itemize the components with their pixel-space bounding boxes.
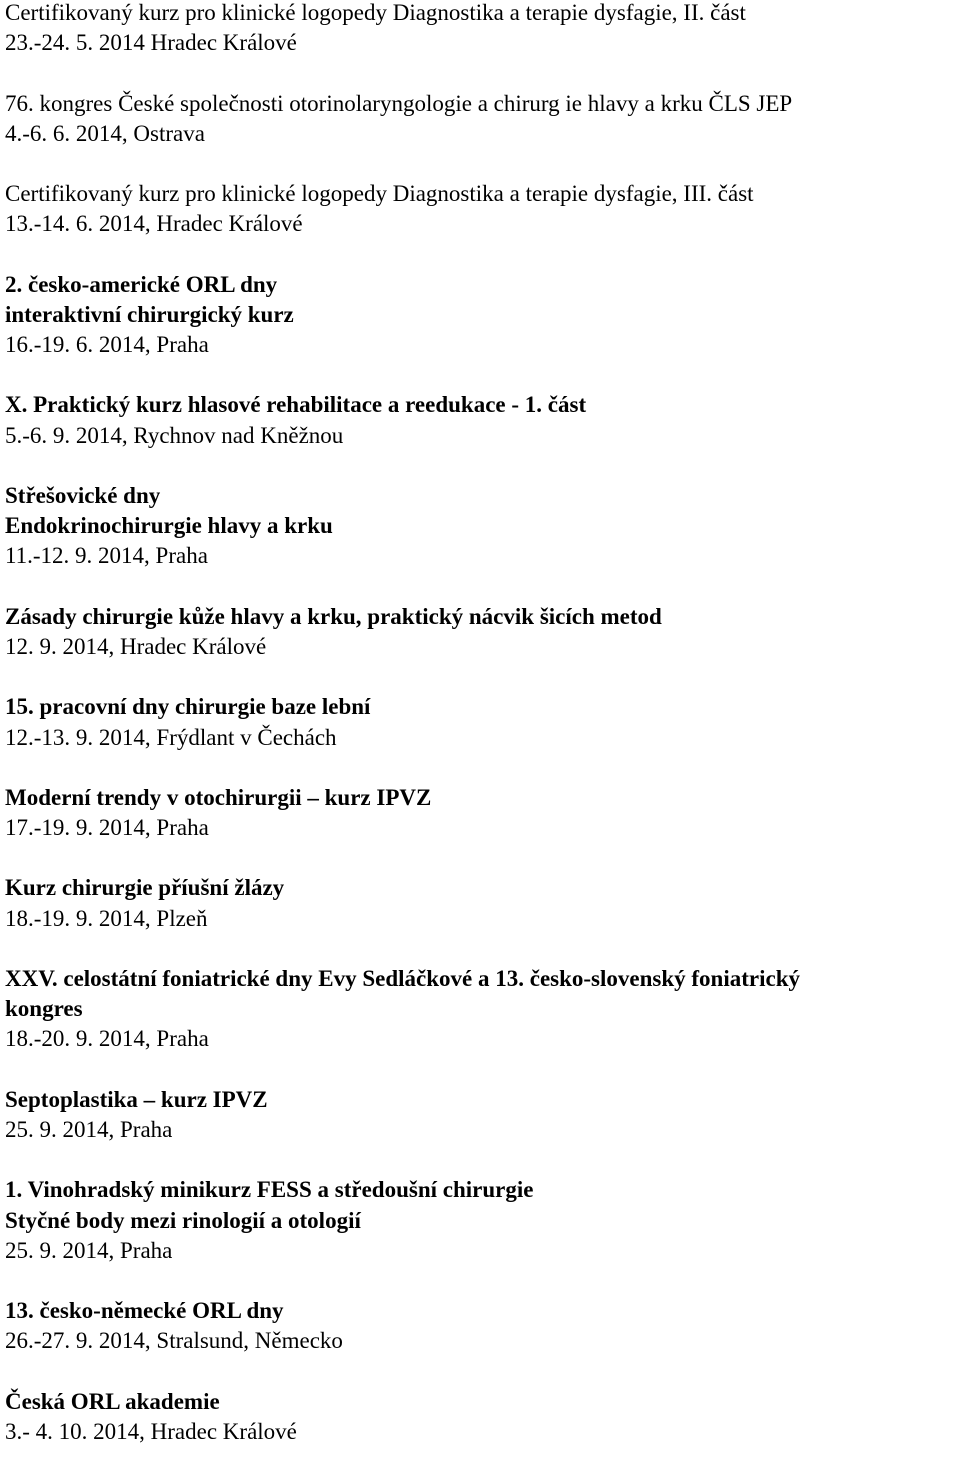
event-date-place: 13.-14. 6. 2014, Hradec Králové (5, 211, 303, 237)
event-entry (5, 602, 960, 662)
event-title-continued: kongres (5, 996, 83, 1022)
event-date-place: 17.-19. 9. 2014, Praha (5, 815, 209, 841)
event-entry (5, 270, 960, 361)
event-date-place: 16.-19. 6. 2014, Praha (5, 332, 209, 358)
event-list (5, 0, 960, 1477)
event-entry (5, 390, 960, 450)
event-title: Česká ORL akademie (5, 1388, 220, 1414)
event-title: 15. pracovní dny chirurgie baze lební (5, 694, 371, 720)
event-title: 2. česko-americké ORL dny (5, 271, 278, 297)
event-entry (5, 1296, 960, 1356)
event-entry (5, 964, 960, 1055)
event-date-place: 18.-19. 9. 2014, Plzeň (5, 905, 208, 931)
event-date-place: 4.-6. 6. 2014, Ostrava (5, 120, 205, 146)
event-entry (5, 1085, 960, 1145)
event-title: 76. kongres České společnosti otorinolaryngologie a chirurg ie hlavy a krku ČLS JEP (5, 90, 793, 116)
event-entry (5, 0, 960, 58)
event-entry (5, 692, 960, 752)
event-date-place: 5.-6. 9. 2014, Rychnov nad Kněžnou (5, 422, 344, 448)
event-title: Střešovické dny (5, 483, 161, 508)
event-date-place: 3.- 4. 10. 2014, Hradec Králové (5, 1418, 297, 1444)
event-date-place: 18.-20. 9. 2014, Praha (5, 1026, 209, 1052)
event-entry (5, 179, 960, 239)
event-title: Certifikovaný kurz pro klinické logopedy Diagnostika a terapie dysfagie, II. část (5, 0, 746, 25)
event-entry (5, 1387, 960, 1447)
event-title: 1. Vinohradský minikurz FESS a středoušní chirurgie (5, 1177, 534, 1203)
event-title: Certifikovaný kurz pro klinické logopedy Diagnostika a terapie dysfagie, III. část (5, 181, 754, 207)
event-title: Septoplastika – kurz IPVZ (5, 1086, 268, 1112)
event-date-place: 23.-24. 5. 2014 Hradec Králové (5, 30, 297, 56)
event-title: X. Praktický kurz hlasové rehabilitace a reedukace - 1. část (5, 392, 587, 418)
event-entry (5, 873, 960, 933)
event-title: Moderní trendy v otochirurgii – kurz IPVZ (5, 784, 432, 810)
event-date-place: 26.-27. 9. 2014, Stralsund, Německo (5, 1328, 343, 1354)
event-subtitle: Endokrinochirurgie hlavy a krku (5, 513, 333, 539)
event-date-place: 25. 9. 2014, Praha (5, 1237, 173, 1263)
event-title: Kurz chirurgie příušní žlázy (5, 875, 285, 901)
event-entry (5, 89, 960, 149)
event-date-place: 25. 9. 2014, Praha (5, 1116, 173, 1142)
event-title: 13. česko-německé ORL dny (5, 1298, 284, 1324)
event-entry (5, 1175, 960, 1266)
event-title: Zásady chirurgie kůže hlavy a krku, praktický nácvik šicích metod (5, 603, 662, 629)
event-subtitle: Styčné body mezi rinologií a otologií (5, 1207, 361, 1233)
event-subtitle: interaktivní chirurgický kurz (5, 301, 294, 327)
event-date-place: 11.-12. 9. 2014, Praha (5, 543, 208, 569)
event-title: XXV. celostátní foniatrické dny Evy Sedláčkové a 13. česko-slovenský foniatrický (5, 966, 800, 991)
event-entry (5, 783, 960, 843)
event-date-place: 12. 9. 2014, Hradec Králové (5, 633, 267, 659)
event-date-place: 12.-13. 9. 2014, Frýdlant v Čechách (5, 724, 337, 750)
event-entry (5, 481, 960, 572)
